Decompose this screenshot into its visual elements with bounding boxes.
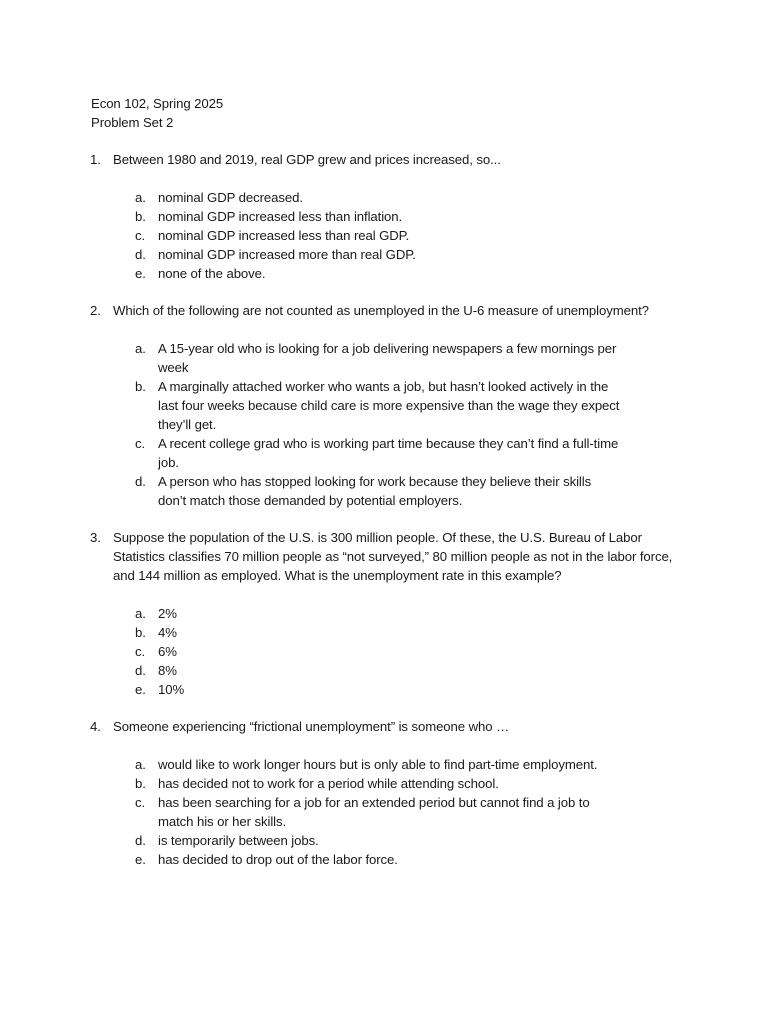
option-text: nominal GDP increased less than inflation. — [158, 209, 403, 224]
option-letter: e. — [135, 266, 146, 281]
option-letter: b. — [135, 209, 146, 224]
answer-option — [135, 188, 690, 207]
answer-option — [135, 850, 690, 869]
question-list — [90, 150, 690, 887]
document-header — [91, 94, 223, 132]
answer-option — [135, 661, 690, 680]
option-text: 6% — [158, 644, 177, 659]
option-letter: e. — [135, 852, 146, 867]
answer-option — [135, 755, 690, 774]
question-text: Which of the following are not counted as unemployed in the U-6 measure of unemployment? — [113, 303, 649, 318]
option-letter: c. — [135, 795, 146, 810]
option-letter: d. — [135, 247, 146, 262]
option-text: A marginally attached worker who wants a job, but hasn’t looked actively in the last four weeks because child care is more expensive than the wage they expect they’ll get. — [158, 379, 620, 432]
option-letter: b. — [135, 379, 146, 394]
option-text: A recent college grad who is working part time because they can’t find a full-time job. — [158, 436, 619, 470]
answer-option — [135, 623, 690, 642]
question-number: 4. — [90, 719, 101, 734]
option-letter: d. — [135, 663, 146, 678]
option-text: has decided to drop out of the labor force. — [158, 852, 398, 867]
option-text: is temporarily between jobs. — [158, 833, 319, 848]
option-text: 2% — [158, 606, 177, 621]
option-text: none of the above. — [158, 266, 266, 281]
option-text: nominal GDP increased less than real GDP. — [158, 228, 410, 243]
answer-option — [135, 680, 690, 699]
answer-option — [135, 604, 690, 623]
answer-option — [135, 207, 690, 226]
answer-option — [135, 339, 690, 377]
answer-options — [90, 604, 690, 699]
option-text: 10% — [158, 682, 185, 697]
option-text: A 15-year old who is looking for a job delivering newspapers a few mornings per week — [158, 341, 617, 375]
answer-option — [135, 774, 690, 793]
question-1 — [90, 150, 690, 283]
option-letter: a. — [135, 341, 146, 356]
option-letter: a. — [135, 190, 146, 205]
answer-option — [135, 642, 690, 661]
answer-option — [135, 264, 690, 283]
option-text: nominal GDP increased more than real GDP. — [158, 247, 416, 262]
question-text: Between 1980 and 2019, real GDP grew and prices increased, so... — [113, 152, 501, 167]
answer-option — [135, 831, 690, 850]
option-text: 8% — [158, 663, 177, 678]
option-letter: e. — [135, 682, 146, 697]
option-text: A person who has stopped looking for work because they believe their skills don’t match those demanded by potential employers. — [158, 474, 592, 508]
problem-set-title: Problem Set 2 — [91, 115, 174, 130]
option-letter: c. — [135, 228, 146, 243]
option-letter: d. — [135, 474, 146, 489]
answer-option — [135, 472, 690, 510]
answer-option — [135, 377, 690, 434]
question-text: Suppose the population of the U.S. is 300 million people. Of these, the U.S. Bureau of Labor Statistics classifies 70 million people as “not surveyed,” 80 million people as not in the labor force, and 144 million as employed. What is the unemployment rate in this example? — [113, 530, 673, 583]
option-letter: b. — [135, 625, 146, 640]
option-letter: c. — [135, 436, 146, 451]
option-text: would like to work longer hours but is only able to find part-time employment. — [158, 757, 598, 772]
option-text: 4% — [158, 625, 177, 640]
option-letter: b. — [135, 776, 146, 791]
option-text: has been searching for a job for an extended period but cannot find a job to match his or her skills. — [158, 795, 590, 829]
option-letter: a. — [135, 606, 146, 621]
question-3 — [90, 528, 690, 699]
option-text: has decided not to work for a period while attending school. — [158, 776, 499, 791]
answer-options — [90, 188, 690, 283]
answer-options — [90, 755, 690, 869]
answer-option — [135, 245, 690, 264]
question-4 — [90, 717, 690, 869]
answer-option — [135, 434, 690, 472]
course-title: Econ 102, Spring 2025 — [91, 96, 224, 111]
question-number: 3. — [90, 530, 101, 545]
answer-option — [135, 793, 690, 831]
question-2 — [90, 301, 690, 510]
option-letter: c. — [135, 644, 146, 659]
answer-options — [90, 339, 690, 510]
option-letter: a. — [135, 757, 146, 772]
option-letter: d. — [135, 833, 146, 848]
option-text: nominal GDP decreased. — [158, 190, 303, 205]
question-text: Someone experiencing “frictional unemployment” is someone who … — [113, 719, 510, 734]
answer-option — [135, 226, 690, 245]
question-number: 1. — [90, 152, 101, 167]
question-number: 2. — [90, 303, 101, 318]
